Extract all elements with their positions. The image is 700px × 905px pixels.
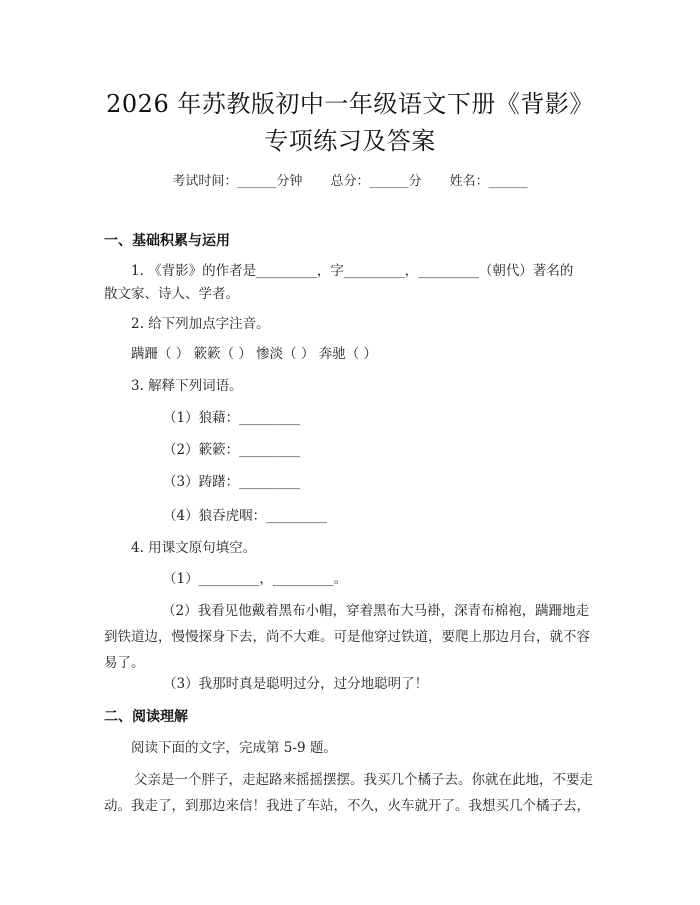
reading-intro: 阅读下面的文字，完成第 5-9 题。 <box>131 740 337 756</box>
question-3: 3. 解释下列词语。 <box>131 378 243 394</box>
question-2: 2. 给下列加点字注音。 <box>131 316 270 332</box>
question-4-c: （3）我那时真是聪明过分，过分地聪明了！ <box>163 676 429 692</box>
exam-time: 考试时间：______分钟 <box>172 174 303 189</box>
question-4-b: （2）我看见他戴着黑布小帽，穿着黑布大马褂，深青布棉袍，蹒跚地走到铁道边，慢慢探身下去，尚不大难。可是他穿过铁道，要爬上那边月台，就不容易了。 <box>104 603 590 671</box>
exam-meta <box>0 170 700 189</box>
question-3-c: （3）踌躇：_________ <box>163 474 300 490</box>
question-4: 4. 用课文原句填空。 <box>131 540 257 556</box>
question-1-line-2: 散文家、诗人、学者。 <box>104 286 239 302</box>
section-heading-1: 一、基础积累与运用 <box>104 233 230 249</box>
section-heading-2: 二、阅读理解 <box>104 709 188 725</box>
question-4-a: （1）_________，_________。 <box>163 571 348 587</box>
document-title-line-2: 专项练习及答案 <box>264 127 436 155</box>
exam-score: 总分：______分 <box>330 174 422 189</box>
question-2-items: 蹒跚（ ） 簌簌（ ） 惨淡（ ） 奔驰（ ） <box>131 346 378 362</box>
question-3-d: （4）狼吞虎咽：_________ <box>163 508 327 524</box>
question-3-b: （2）簌簌：_________ <box>163 442 300 458</box>
question-3-a: （1）狼藉：_________ <box>163 410 300 426</box>
document-title-line-1: 2026 年苏教版初中一年级语文下册《背影》 <box>106 90 594 118</box>
exam-name: 姓名：______ <box>449 174 528 189</box>
reading-passage: 父亲是一个胖子，走起路来摇摇摆摆。我买几个橘子去。你就在此地，不要走动。我走了，到那边来信！我进了车站，不久，火车就开了。我想买几个橘子去， <box>104 772 593 814</box>
question-1-line-1: 1. 《背影》的作者是_________，字_________，_________（朝代）著名的 <box>131 263 574 279</box>
